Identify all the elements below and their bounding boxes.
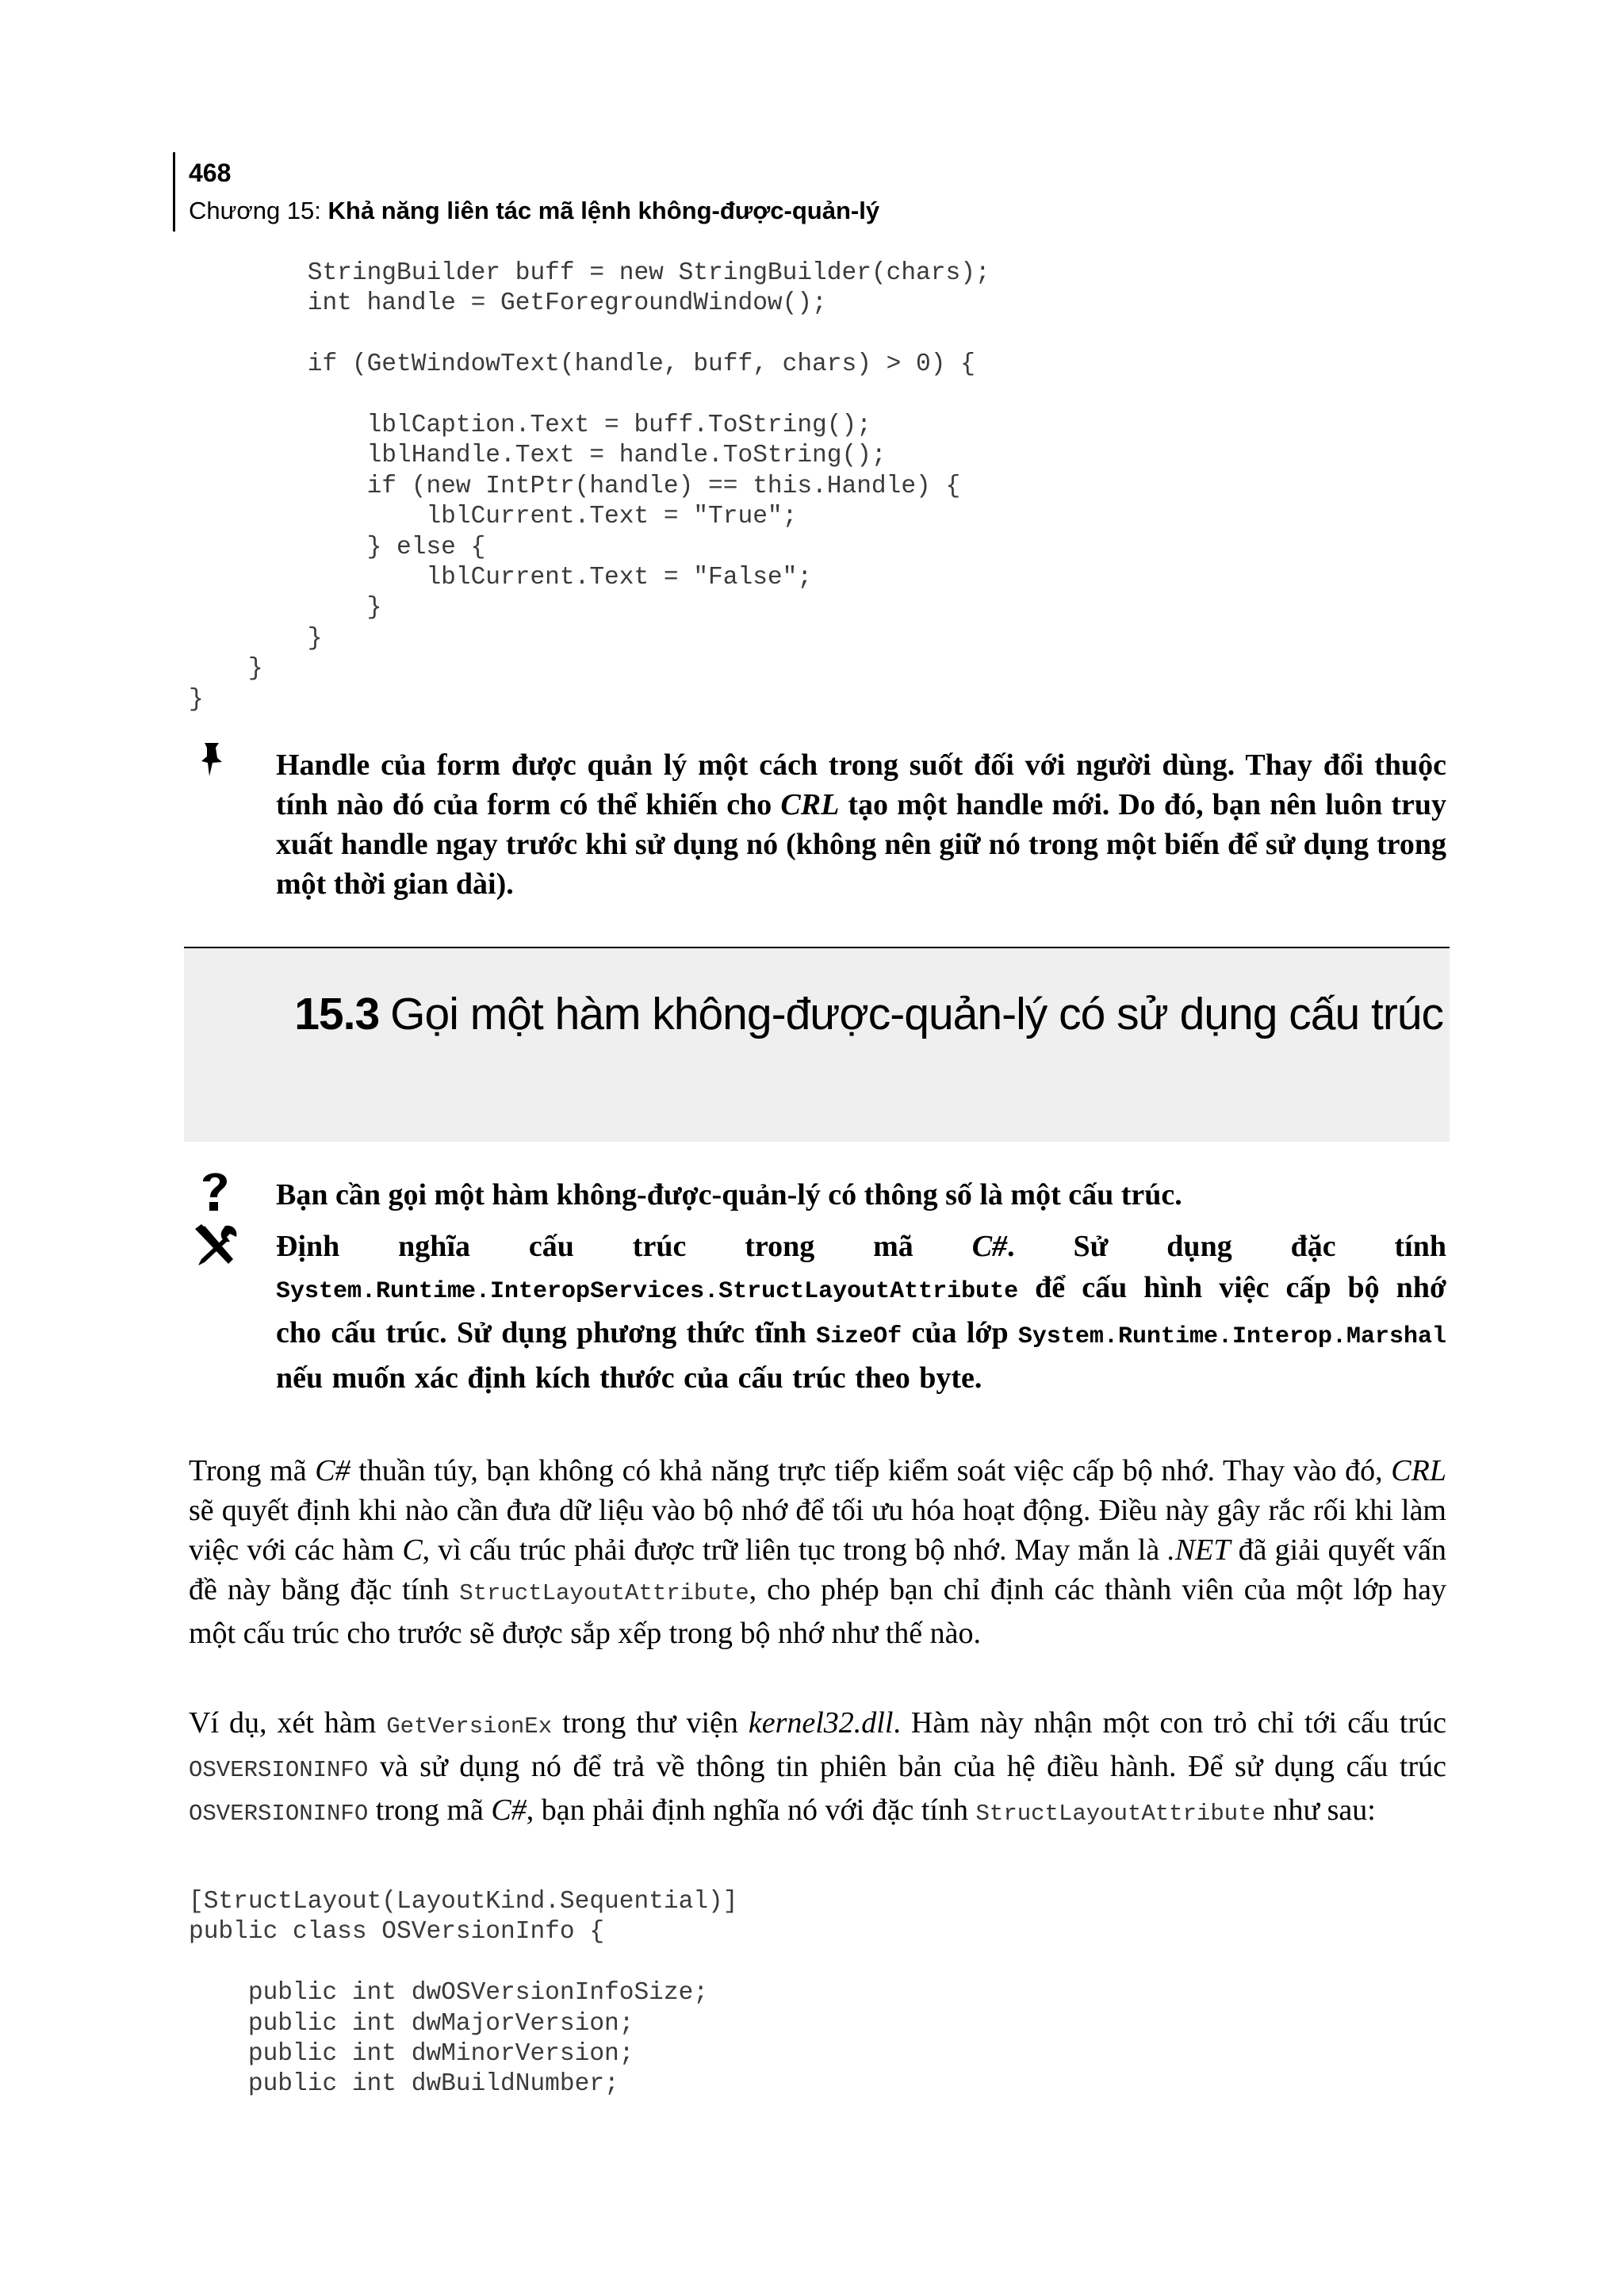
question-mark-icon — [197, 1167, 233, 1213]
inline-code: StructLayoutAttribute — [459, 1580, 749, 1606]
crl-term: CRL — [780, 788, 840, 821]
inline-code: GetVersionEx — [386, 1713, 553, 1740]
section-number: 15.3 — [294, 989, 380, 1039]
inline-code: StructLayoutAttribute — [975, 1801, 1266, 1827]
page-number: 468 — [189, 159, 232, 187]
body-paragraph-2: Ví dụ, xét hàm GetVersionEx trong thư viện kernel32.dll. Hàm này nhận một con trỏ chỉ tới cấu trúc OSVERSIONINFO và sử dụng nó để trả về thông tin phiên bản của hệ điều hành. Để sử dụng cấu trúc OSVERSIONINFO trong mã C#, bạn phải định nghĩa nó với đặc tính StructLayoutAttribute như sau: — [189, 1706, 1446, 1827]
problem-text: Bạn cần gọi một hàm không-được-quản-lý có thông số là một cấu trúc. — [276, 1178, 1182, 1212]
pushpin-icon — [200, 741, 228, 779]
marshal-class-code: System.Runtime.Interop.Marshal — [1017, 1323, 1447, 1350]
code-block-1: StringBuilder buff = new StringBuilder(chars); int handle = GetForegroundWindow(); if (GetWindowText(handle, buff, chars) > 0) { lblCaption.Text = buff.ToString(); lblHandle.Text = handle.ToString(); if (new IntPtr(handle) == this.Handle) { lblCurrent.Text = "True"; } else { lblCurrent.Text = "False"; } } } } — [189, 259, 990, 714]
struct-layout-attribute-code: System.Runtime.InteropServices.StructLayoutAttribute — [276, 1278, 1019, 1305]
tools-icon — [193, 1224, 239, 1267]
solution-text: Định nghĩa cấu trúc trong mã C#. Sử dụng đặc tính System.Runtime.InteropServices.StructLayoutAttribute để cấu hình việc cấp bộ nhớ cho cấu trúc. Sử dụng phương thức tĩnh SizeOf của lớp System.Runtime.Interop.Marshal nếu muốn xác định kích thước của cấu trúc theo byte. — [276, 1230, 1447, 1395]
csharp-term: C# — [971, 1230, 1008, 1263]
section-title — [200, 966, 1443, 1062]
inline-code: OSVERSIONINFO — [189, 1801, 369, 1827]
sizeof-code: SizeOf — [816, 1323, 902, 1350]
body-paragraph-1: Trong mã C# thuần túy, bạn không có khả năng trực tiếp kiểm soát việc cấp bộ nhớ. Thay vào đó, CRL sẽ quyết định khi nào cần đưa dữ liệu vào bộ nhớ để tối ưu hóa hoạt động. Điều này gây rắc rối khi làm việc với các hàm C, vì cấu trúc phải được trữ liên tục trong bộ nhớ. May mắn là .NET đã giải quyết vấn đề này bằng đặc tính StructLayoutAttribute, cho phép bạn chỉ định các thành viên của một lớp hay một cấu trúc cho trước sẽ được sắp xếp trong bộ nhớ như thế nào. — [189, 1454, 1447, 1650]
chapter-title: Khả năng liên tác mã lệnh không-được-quản-lý — [327, 197, 880, 224]
section-heading-box — [184, 947, 1450, 1142]
code-block-2: [StructLayout(LayoutKind.Sequential)] public class OSVersionInfo { public int dwOSVersionInfoSize; public int dwMajorVersion; public int dwMinorVersion; public int dwBuildNumber; — [189, 1888, 738, 2099]
section-title-text: Gọi một hàm không-được-quản-lý có sử dụng cấu trúc — [390, 989, 1443, 1039]
header-rule — [173, 152, 175, 232]
chapter-prefix: Chương 15: — [189, 197, 328, 224]
inline-code: OSVERSIONINFO — [189, 1757, 369, 1783]
note-text: Handle của form được quản lý một cách trong suốt đối với người dùng. Thay đổi thuộc tính nào đó của form có thể khiến cho CRL tạo một handle mới. Do đó, bạn nên luôn truy xuất handle ngay trước khi sử dụng nó (không nên giữ nó trong một biến để sử dụng trong một thời gian dài). — [276, 748, 1446, 901]
chapter-heading — [189, 195, 879, 227]
